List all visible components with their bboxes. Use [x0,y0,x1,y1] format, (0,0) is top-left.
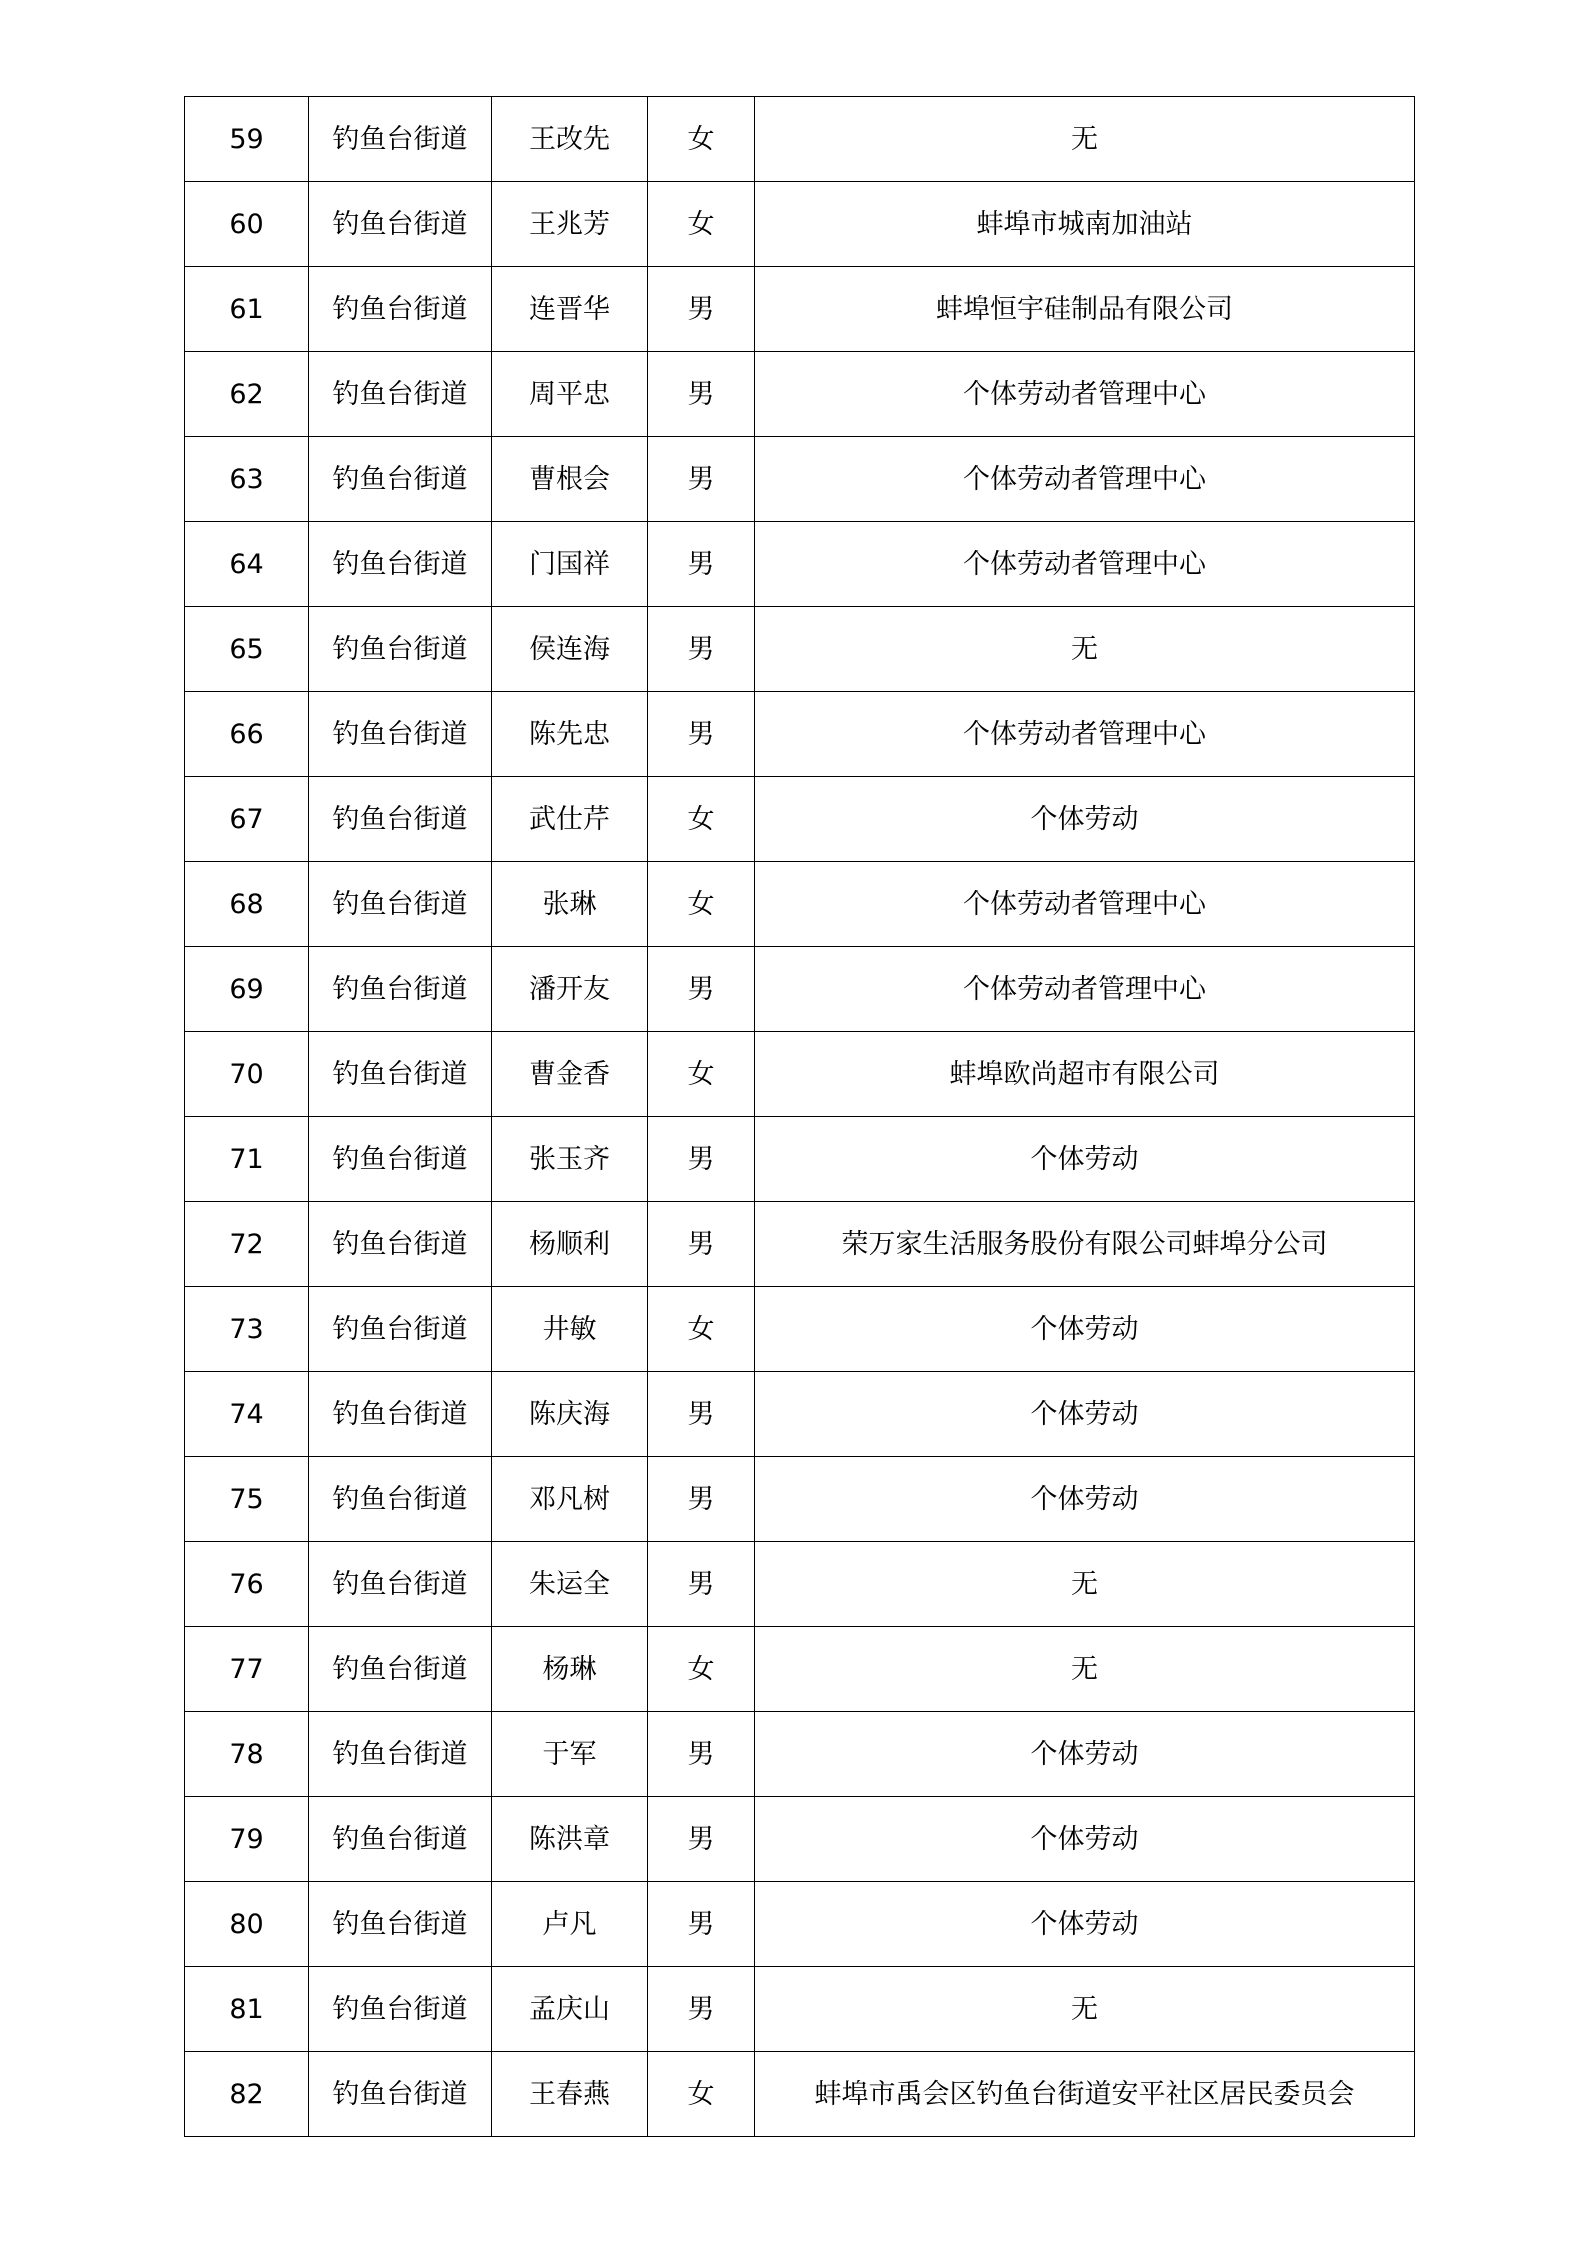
cell-gender: 男 [648,1967,755,2052]
cell-number: 79 [185,1797,309,1882]
cell-person-name: 连晋华 [492,267,648,352]
table-row [185,437,1415,522]
cell-street: 钓鱼台街道 [309,2052,492,2137]
cell-work-unit: 荣万家生活服务股份有限公司蚌埠分公司 [755,1202,1415,1287]
cell-gender: 男 [648,1202,755,1287]
cell-number: 65 [185,607,309,692]
cell-number: 74 [185,1372,309,1457]
cell-gender: 女 [648,2052,755,2137]
table-row [185,1967,1415,2052]
cell-gender: 女 [648,1032,755,1117]
cell-number: 61 [185,267,309,352]
cell-person-name: 杨顺利 [492,1202,648,1287]
cell-number: 82 [185,2052,309,2137]
cell-number: 72 [185,1202,309,1287]
table-row [185,352,1415,437]
cell-street: 钓鱼台街道 [309,1032,492,1117]
cell-person-name: 曹根会 [492,437,648,522]
cell-gender: 男 [648,1797,755,1882]
cell-number: 76 [185,1542,309,1627]
table-row [185,2052,1415,2137]
cell-gender: 男 [648,352,755,437]
cell-number: 66 [185,692,309,777]
cell-person-name: 陈庆海 [492,1372,648,1457]
cell-person-name: 于军 [492,1712,648,1797]
cell-work-unit: 个体劳动 [755,1882,1415,1967]
cell-street: 钓鱼台街道 [309,1797,492,1882]
cell-work-unit: 个体劳动者管理中心 [755,352,1415,437]
table-row [185,1542,1415,1627]
cell-person-name: 周平忠 [492,352,648,437]
table-row [185,947,1415,1032]
cell-gender: 男 [648,1712,755,1797]
cell-person-name: 孟庆山 [492,1967,648,2052]
cell-street: 钓鱼台街道 [309,1627,492,1712]
cell-street: 钓鱼台街道 [309,1542,492,1627]
cell-gender: 男 [648,267,755,352]
cell-number: 67 [185,777,309,862]
cell-work-unit: 无 [755,1542,1415,1627]
cell-number: 70 [185,1032,309,1117]
cell-gender: 男 [648,607,755,692]
cell-work-unit: 个体劳动者管理中心 [755,522,1415,607]
table-row [185,267,1415,352]
table-row [185,1372,1415,1457]
cell-gender: 女 [648,182,755,267]
cell-work-unit: 无 [755,97,1415,182]
cell-number: 60 [185,182,309,267]
cell-gender: 男 [648,1372,755,1457]
table-row [185,97,1415,182]
cell-work-unit: 个体劳动 [755,1117,1415,1202]
cell-gender: 女 [648,1287,755,1372]
table-row [185,607,1415,692]
cell-street: 钓鱼台街道 [309,1287,492,1372]
personnel-table [184,96,1415,2137]
cell-person-name: 曹金香 [492,1032,648,1117]
cell-work-unit: 个体劳动 [755,1797,1415,1882]
cell-person-name: 潘开友 [492,947,648,1032]
table-row [185,1797,1415,1882]
cell-work-unit: 蚌埠市城南加油站 [755,182,1415,267]
cell-work-unit: 蚌埠欧尚超市有限公司 [755,1032,1415,1117]
cell-street: 钓鱼台街道 [309,1882,492,1967]
cell-gender: 男 [648,1457,755,1542]
cell-number: 63 [185,437,309,522]
cell-street: 钓鱼台街道 [309,777,492,862]
cell-gender: 男 [648,1542,755,1627]
cell-person-name: 邓凡树 [492,1457,648,1542]
table-row [185,1712,1415,1797]
cell-work-unit: 个体劳动 [755,1287,1415,1372]
table-row [185,522,1415,607]
cell-person-name: 侯连海 [492,607,648,692]
cell-person-name: 王兆芳 [492,182,648,267]
document-table-wrapper [184,96,1414,2137]
cell-street: 钓鱼台街道 [309,1117,492,1202]
cell-work-unit: 个体劳动 [755,777,1415,862]
table-row [185,692,1415,777]
cell-person-name: 卢凡 [492,1882,648,1967]
cell-work-unit: 个体劳动者管理中心 [755,437,1415,522]
cell-street: 钓鱼台街道 [309,182,492,267]
cell-work-unit: 无 [755,1967,1415,2052]
cell-street: 钓鱼台街道 [309,522,492,607]
cell-person-name: 张玉齐 [492,1117,648,1202]
table-row [185,1202,1415,1287]
cell-street: 钓鱼台街道 [309,607,492,692]
cell-gender: 女 [648,862,755,947]
cell-gender: 男 [648,522,755,607]
cell-person-name: 门国祥 [492,522,648,607]
table-row [185,1287,1415,1372]
cell-work-unit: 个体劳动 [755,1712,1415,1797]
table-row [185,182,1415,267]
cell-number: 69 [185,947,309,1032]
cell-street: 钓鱼台街道 [309,1202,492,1287]
cell-work-unit: 个体劳动 [755,1457,1415,1542]
cell-person-name: 陈先忠 [492,692,648,777]
cell-number: 78 [185,1712,309,1797]
cell-person-name: 陈洪章 [492,1797,648,1882]
cell-person-name: 朱运全 [492,1542,648,1627]
cell-gender: 女 [648,1627,755,1712]
cell-number: 71 [185,1117,309,1202]
cell-person-name: 杨琳 [492,1627,648,1712]
cell-number: 75 [185,1457,309,1542]
cell-street: 钓鱼台街道 [309,437,492,522]
table-row [185,777,1415,862]
cell-gender: 男 [648,692,755,777]
cell-work-unit: 个体劳动者管理中心 [755,692,1415,777]
table-row [185,1032,1415,1117]
table-row [185,1627,1415,1712]
cell-work-unit: 无 [755,1627,1415,1712]
cell-work-unit: 个体劳动者管理中心 [755,947,1415,1032]
cell-number: 62 [185,352,309,437]
cell-gender: 男 [648,1882,755,1967]
table-row [185,1117,1415,1202]
cell-number: 73 [185,1287,309,1372]
cell-work-unit: 蚌埠市禹会区钓鱼台街道安平社区居民委员会 [755,2052,1415,2137]
table-row [185,1457,1415,1542]
cell-work-unit: 个体劳动者管理中心 [755,862,1415,947]
cell-street: 钓鱼台街道 [309,267,492,352]
cell-street: 钓鱼台街道 [309,1457,492,1542]
cell-gender: 男 [648,437,755,522]
cell-person-name: 王改先 [492,97,648,182]
cell-number: 77 [185,1627,309,1712]
cell-gender: 女 [648,97,755,182]
cell-street: 钓鱼台街道 [309,947,492,1032]
cell-street: 钓鱼台街道 [309,1967,492,2052]
cell-gender: 女 [648,777,755,862]
cell-number: 64 [185,522,309,607]
cell-work-unit: 无 [755,607,1415,692]
cell-street: 钓鱼台街道 [309,692,492,777]
cell-number: 59 [185,97,309,182]
cell-street: 钓鱼台街道 [309,352,492,437]
table-row [185,1882,1415,1967]
cell-work-unit: 蚌埠恒宇硅制品有限公司 [755,267,1415,352]
table-row [185,862,1415,947]
cell-number: 81 [185,1967,309,2052]
cell-person-name: 王春燕 [492,2052,648,2137]
cell-street: 钓鱼台街道 [309,862,492,947]
cell-number: 68 [185,862,309,947]
cell-street: 钓鱼台街道 [309,1372,492,1457]
cell-person-name: 井敏 [492,1287,648,1372]
cell-gender: 男 [648,947,755,1032]
cell-person-name: 武仕芹 [492,777,648,862]
personnel-table-body [185,97,1415,2137]
cell-street: 钓鱼台街道 [309,1712,492,1797]
cell-street: 钓鱼台街道 [309,97,492,182]
cell-person-name: 张琳 [492,862,648,947]
cell-gender: 男 [648,1117,755,1202]
cell-number: 80 [185,1882,309,1967]
cell-work-unit: 个体劳动 [755,1372,1415,1457]
